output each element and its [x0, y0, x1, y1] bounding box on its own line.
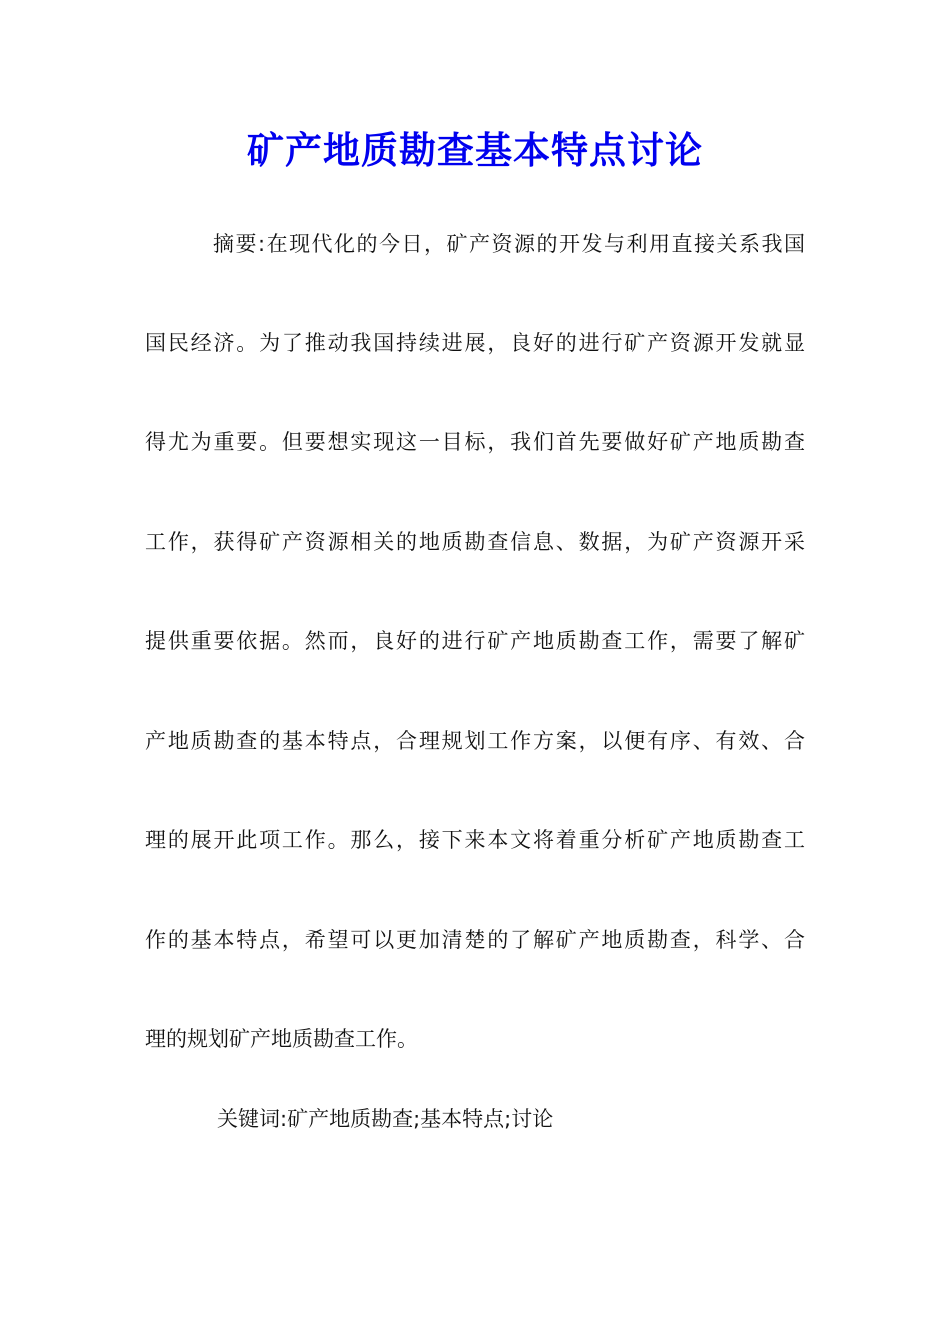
abstract-line: 产地质勘查的基本特点，合理规划工作方案，以便有序、有效、合 [145, 729, 805, 753]
document-title: 矿产地质勘查基本特点讨论 [247, 128, 703, 172]
abstract-line: 理的展开此项工作。那么，接下来本文将着重分析矿产地质勘查工 [145, 828, 805, 852]
keywords-line: 关键词:矿产地质勘查;基本特点;讨论 [217, 1107, 554, 1131]
abstract-line-last: 理的规划矿产地质勘查工作。 [145, 1027, 418, 1051]
abstract-line: 得尤为重要。但要想实现这一目标，我们首先要做好矿产地质勘查 [145, 430, 805, 454]
abstract-line: 作的基本特点，希望可以更加清楚的了解矿产地质勘查，科学、合 [145, 928, 805, 952]
abstract-line: 工作，获得矿产资源相关的地质勘查信息、数据，为矿产资源开采 [145, 530, 805, 554]
abstract-line: 提供重要依据。然而，良好的进行矿产地质勘查工作，需要了解矿 [145, 629, 805, 653]
abstract-line: 摘要:在现代化的今日，矿产资源的开发与利用直接关系我国 [213, 232, 805, 256]
abstract-line: 国民经济。为了推动我国持续进展，良好的进行矿产资源开发就显 [145, 331, 805, 355]
